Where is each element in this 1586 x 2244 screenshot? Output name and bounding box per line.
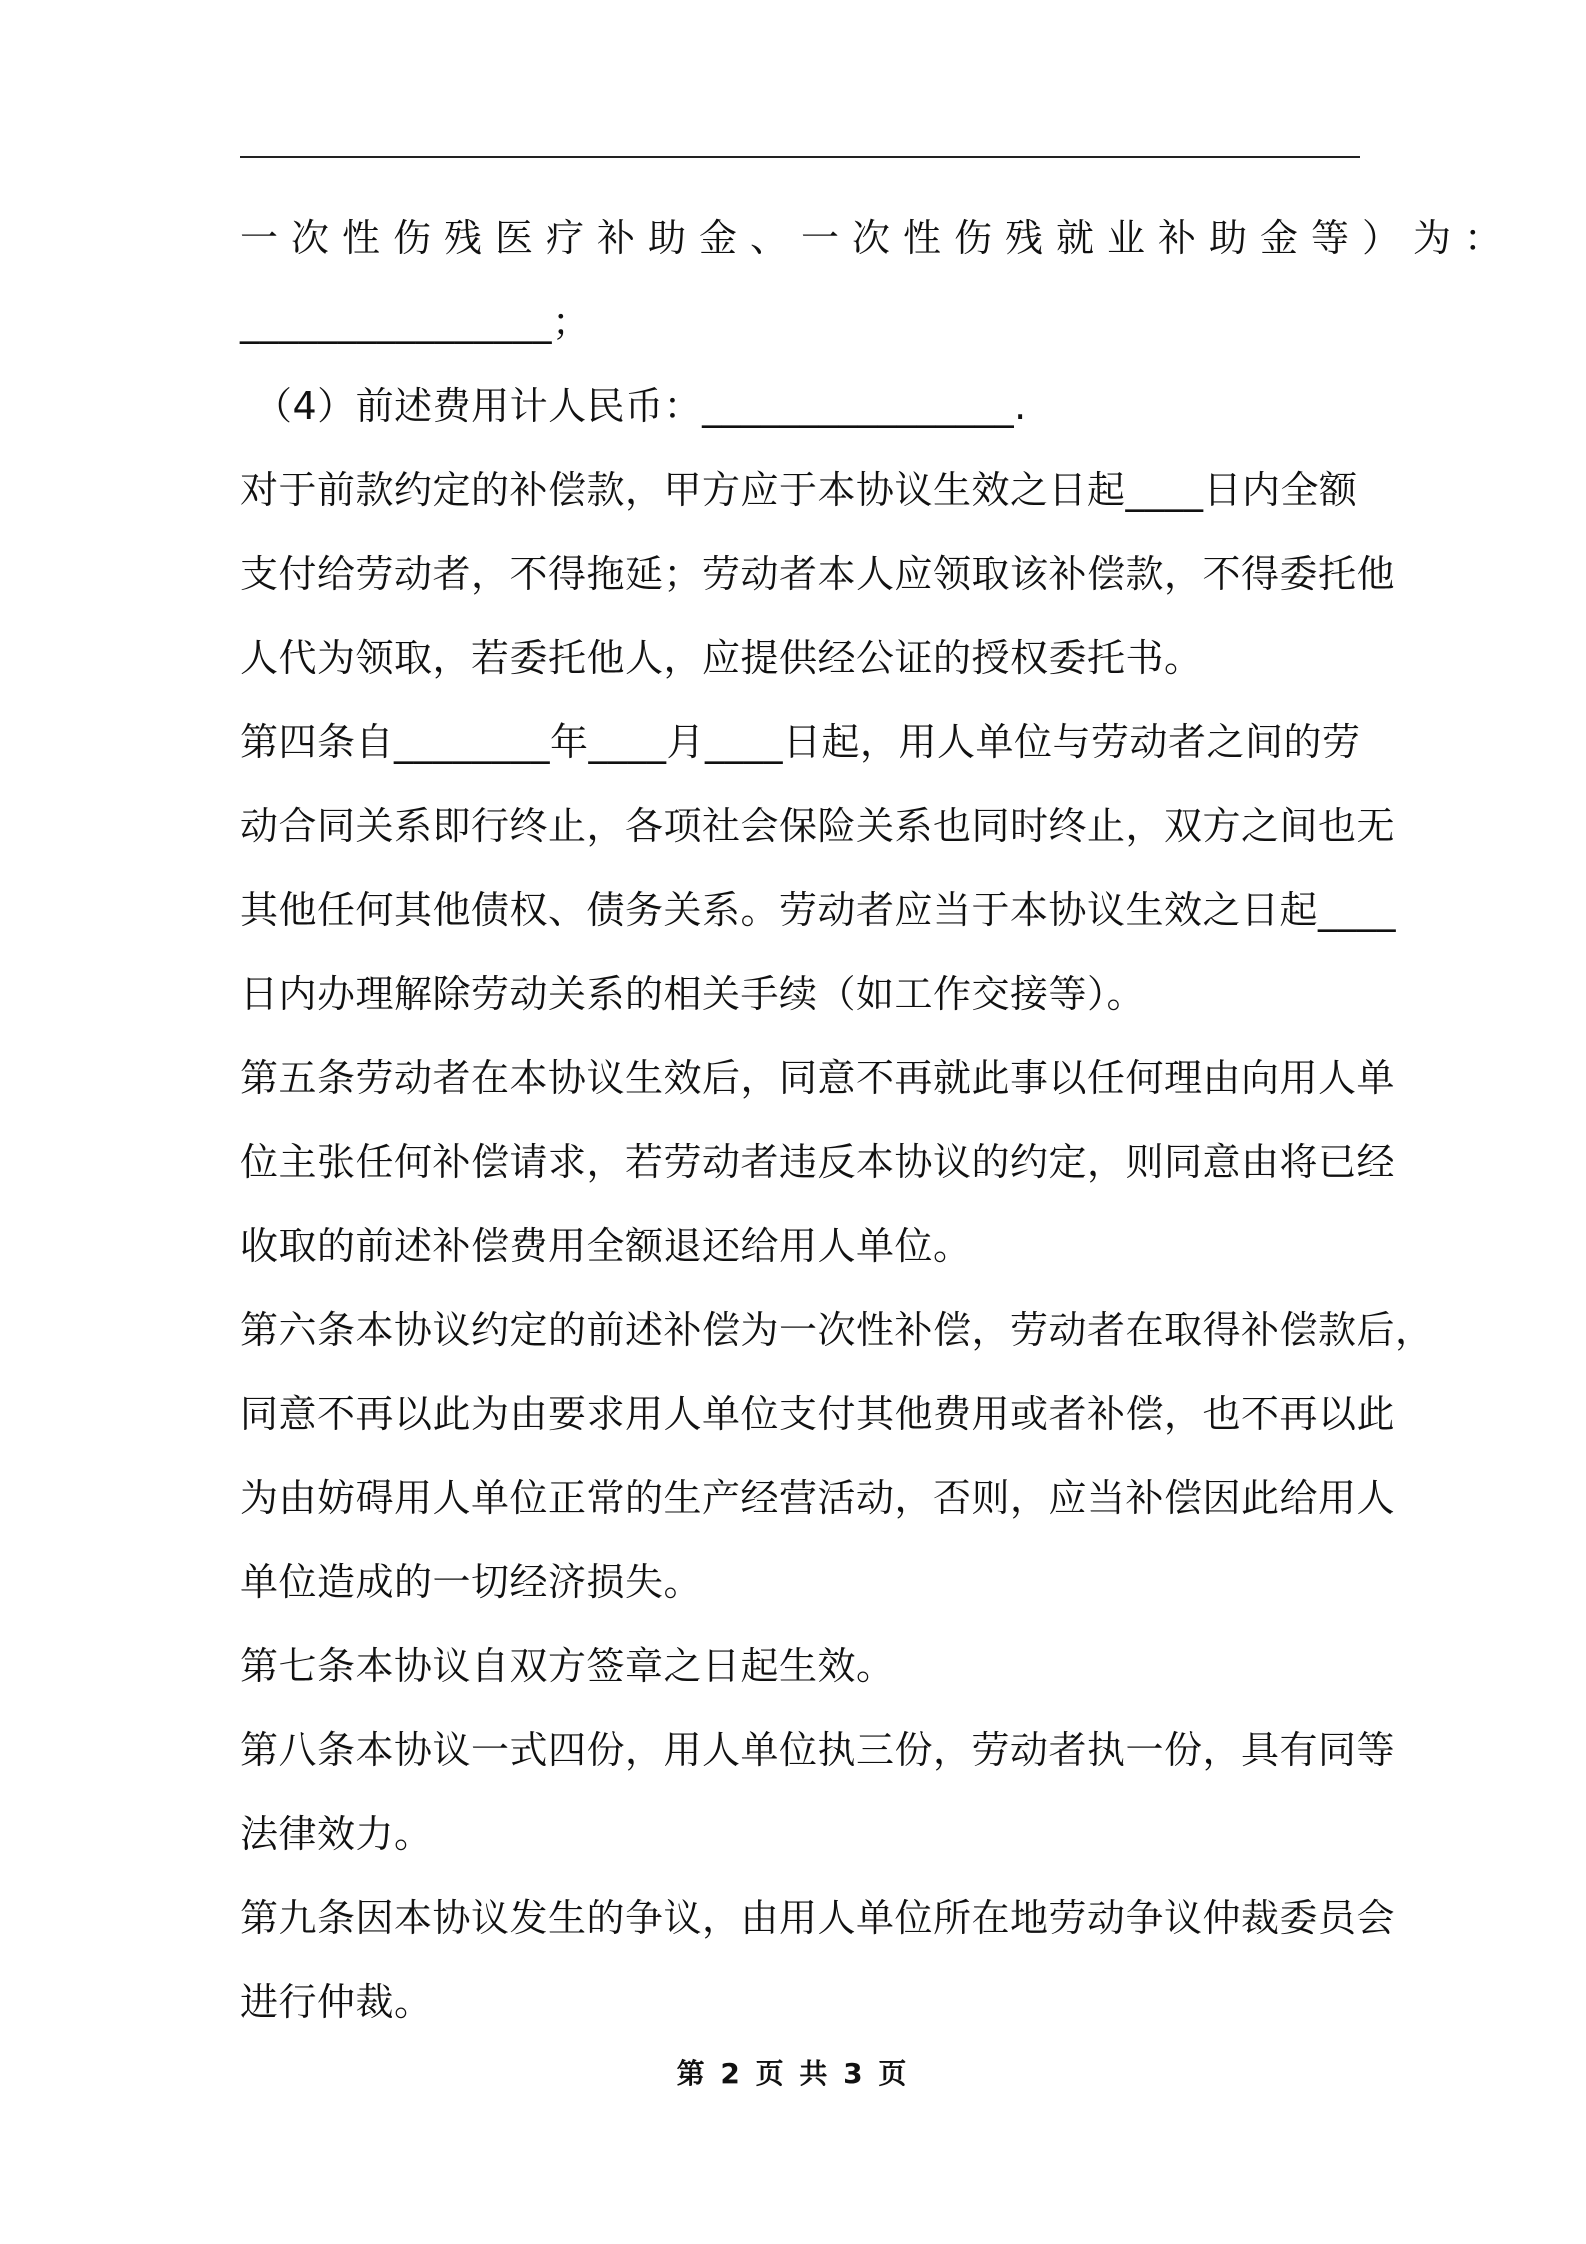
text-line: 其他任何其他债权、债务关系。劳动者应当于本协议生效之日起____ <box>240 888 1397 932</box>
text-line: 收取的前述补偿费用全额退还给用人单位。 <box>240 1224 972 1268</box>
text-line: 日内办理解除劳动关系的相关手续（如工作交接等）。 <box>240 972 1146 1016</box>
page-number: 第 2 页 共 3 页 <box>676 2057 910 2090</box>
text-line: 第九条因本协议发生的争议，由用人单位所在地劳动争议仲裁委员会 <box>240 1896 1396 1940</box>
text-line: 同意不再以此为由要求用人单位支付其他费用或者补偿，也不再以此 <box>240 1392 1396 1436</box>
text-line: 第六条本协议约定的前述补偿为一次性补偿，劳动者在取得补偿款后， <box>240 1308 1434 1352</box>
text-line: 第五条劳动者在本协议生效后，同意不再就此事以任何理由向用人单 <box>240 1056 1396 1100</box>
text-line: 位主张任何补偿请求，若劳动者违反本协议的约定，则同意由将已经 <box>240 1140 1396 1184</box>
text-line: 第四条自________年____月____日起，用人单位与劳动者之间的劳 <box>240 720 1361 764</box>
text-line: 第七条本协议自双方签章之日起生效。 <box>240 1644 895 1688</box>
text-line: 人代为领取，若委托他人，应提供经公证的授权委托书。 <box>240 636 1203 680</box>
text-line: （4）前述费用计人民币：________________. <box>254 384 1027 428</box>
text-line: 法律效力。 <box>240 1812 433 1856</box>
text-line: 对于前款约定的补偿款，甲方应于本协议生效之日起____日内全额 <box>240 468 1358 512</box>
text-line: 一次性伤残医疗补助金、一次性伤残就业补助金等）为： <box>240 216 1516 260</box>
document-body <box>240 196 1516 2044</box>
text-line: 单位造成的一切经济损失。 <box>240 1560 703 1604</box>
text-line: 动合同关系即行终止，各项社会保险关系也同时终止，双方之间也无 <box>240 804 1396 848</box>
header-rule <box>240 156 1360 158</box>
text-line: 支付给劳动者，不得拖延；劳动者本人应领取该补偿款，不得委托他 <box>240 552 1396 596</box>
text-line: 进行仲裁。 <box>240 1980 433 2024</box>
text-line: ________________； <box>240 300 591 344</box>
text-line: 第八条本协议一式四份，用人单位执三份，劳动者执一份，具有同等 <box>240 1728 1396 1772</box>
text-line: 为由妨碍用人单位正常的生产经营活动，否则，应当补偿因此给用人 <box>240 1476 1396 1520</box>
